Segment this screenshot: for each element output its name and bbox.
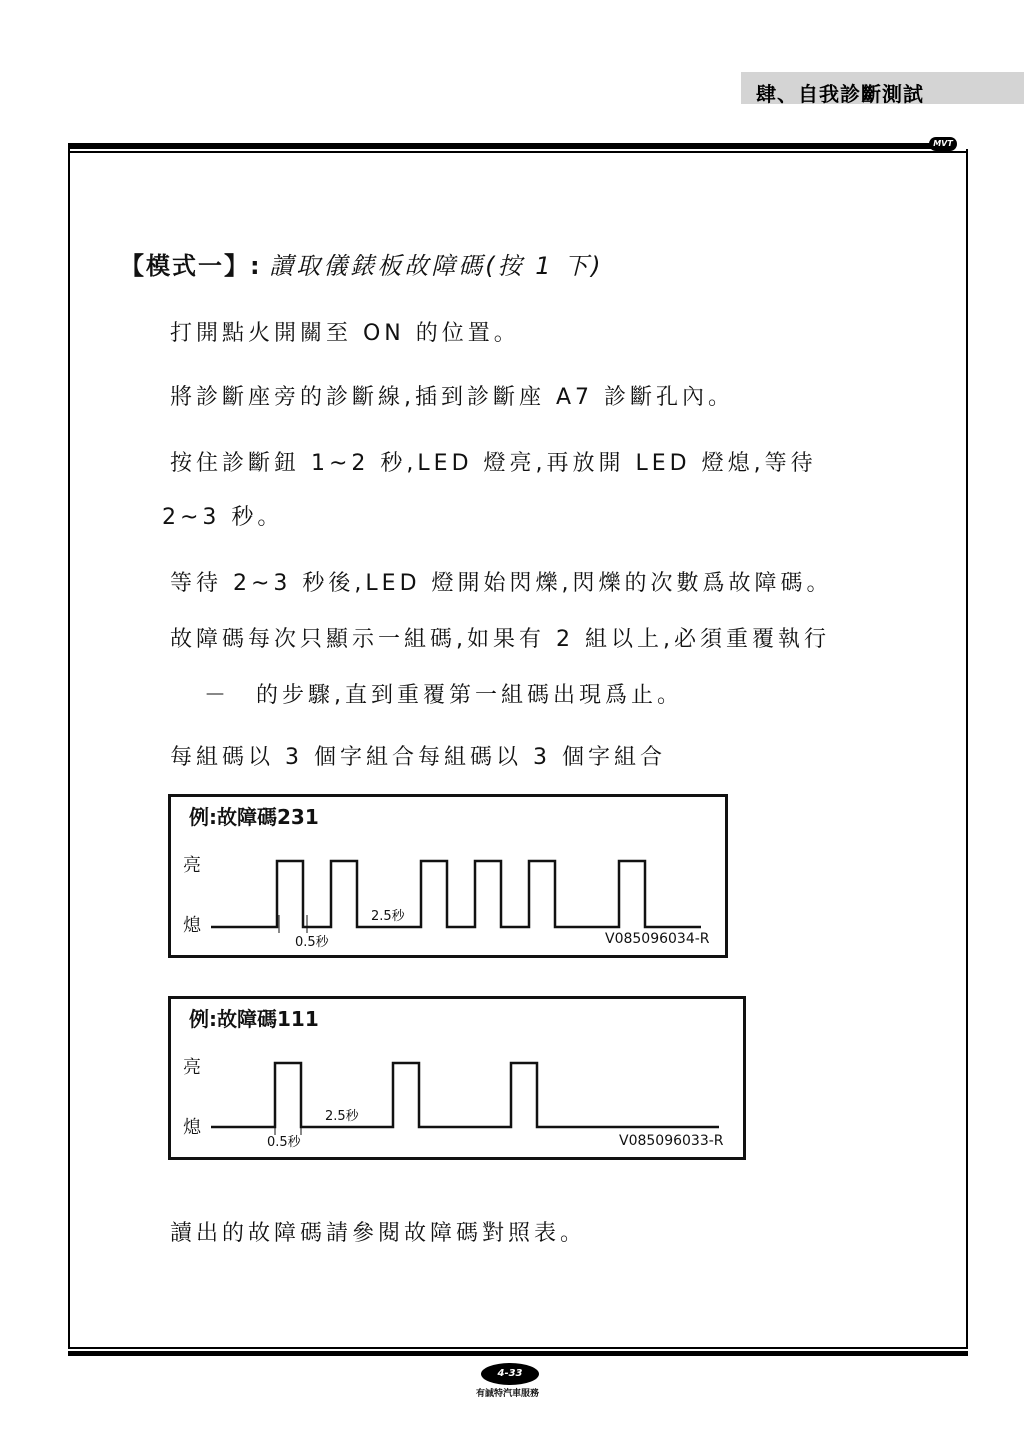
example-title: 例:故障碼111 <box>189 1007 319 1031</box>
on-label: 亮 <box>183 855 201 876</box>
paragraph-diagnostic-wire: 將診斷座旁的診斷線,插到診斷座 A7 診斷孔內。 <box>170 385 735 410</box>
bottom-rule-thin <box>68 1347 968 1349</box>
paragraph-led-flash: 等待 2~3 秒後,LED 燈開始閃爍,閃爍的次數爲故障碼。 <box>170 571 833 596</box>
paragraph-one-code: 故障碼每次只顯示一組碼,如果有 2 組以上,必須重覆執行 <box>170 627 830 652</box>
example-title: 例:故障碼231 <box>189 805 319 829</box>
top-rule <box>68 143 938 149</box>
frame-right <box>966 149 968 1349</box>
long-interval-label: 2.5秒 <box>371 909 405 924</box>
section-label: 【模式一】: <box>120 252 262 280</box>
long-interval-label: 2.5秒 <box>325 1109 359 1124</box>
short-interval-label: 0.5秒 <box>295 935 329 950</box>
section-title: 讀取儀錶板故障碼(按 1 下) <box>269 252 604 280</box>
closing-note: 讀出的故障碼請參閱故障碼對照表。 <box>170 1221 587 1246</box>
off-label: 熄 <box>183 1117 201 1138</box>
short-interval-label: 0.5秒 <box>267 1135 301 1150</box>
example-code-231 <box>168 794 728 958</box>
figure-code: V085096033-R <box>619 1133 724 1149</box>
figure-code: V085096034-R <box>605 931 710 947</box>
example-code-111 <box>168 996 746 1160</box>
chapter-title: 肆、自我診斷測試 <box>756 82 924 106</box>
paragraph-button-press-cont: 2~3 秒。 <box>162 505 284 530</box>
brand-badge: MVT <box>929 137 957 151</box>
paragraph-repeat: － 的步驟,直到重覆第一組碼出現爲止。 <box>204 683 683 708</box>
section-heading <box>120 246 604 281</box>
paragraph-ignition: 打開點火開關至 ON 的位置。 <box>170 321 520 346</box>
footer-brand: 有誠特汽車服務 <box>476 1389 540 1399</box>
paragraph-button-press: 按住診斷鈕 1~2 秒,LED 燈亮,再放開 LED 燈熄,等待 <box>170 451 817 476</box>
frame-left <box>68 149 70 1349</box>
page-number: 4-33 <box>481 1363 539 1385</box>
bottom-rule <box>68 1351 968 1356</box>
top-rule-thin <box>68 151 968 153</box>
on-label: 亮 <box>183 1057 201 1078</box>
paragraph-three-digits: 每組碼以 3 個字組合每組碼以 3 個字組合 <box>170 745 666 770</box>
off-label: 熄 <box>183 915 201 936</box>
